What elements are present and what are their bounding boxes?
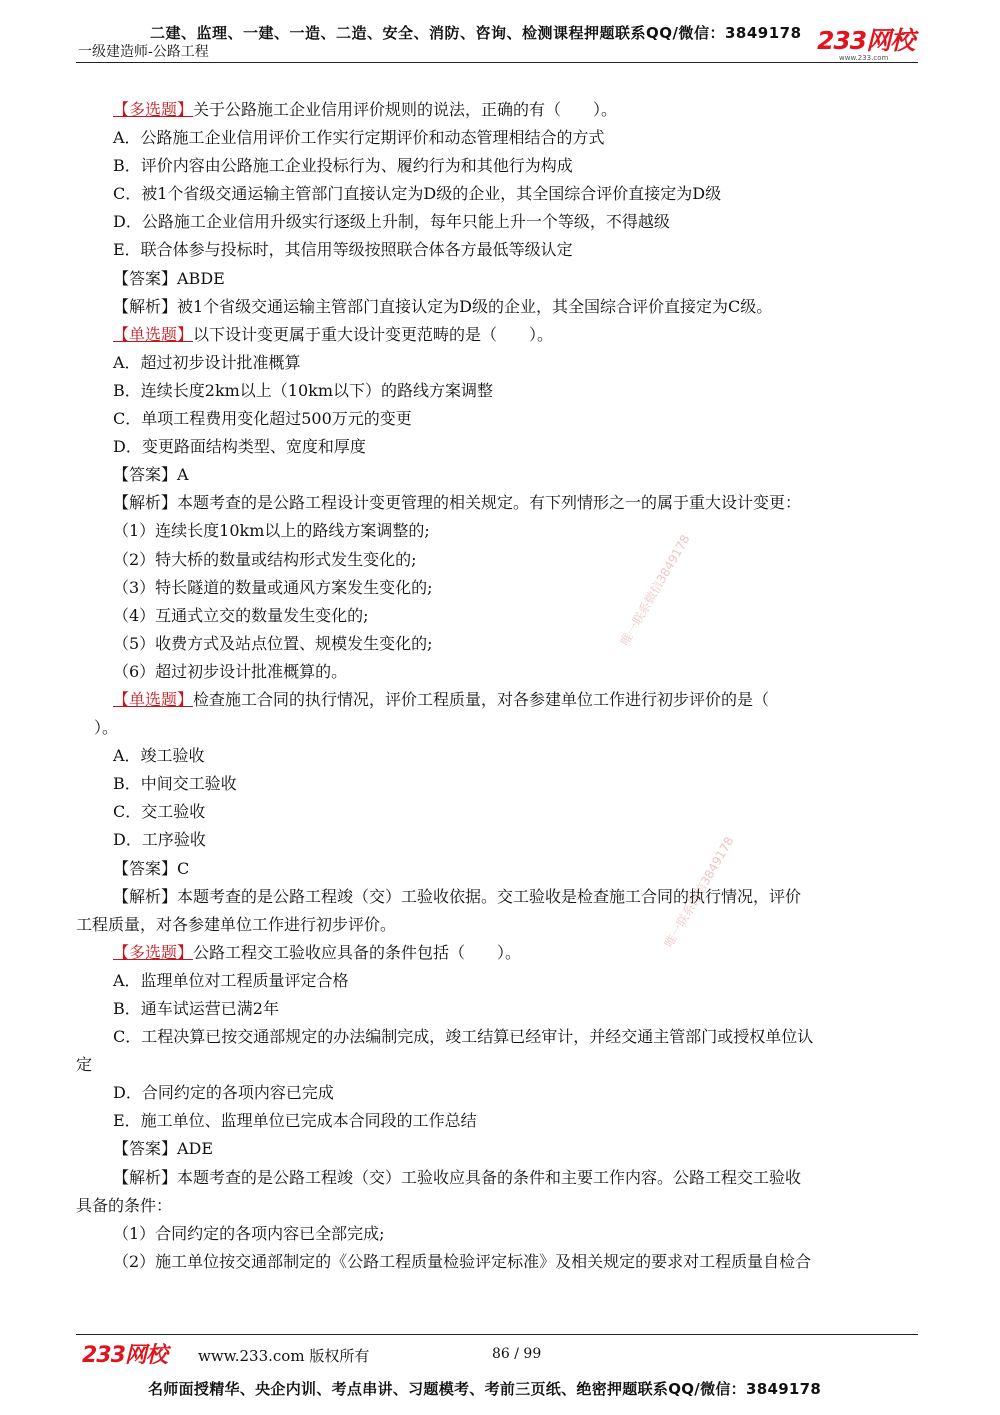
copyright-text: www.233.com 版权所有 [198,1347,370,1365]
logo-url: www.233.com [839,54,889,62]
analysis-continued: 工程质量，对各参建单位工作进行初步评价。 [76,914,397,934]
option: D．变更路面结构类型、宽度和厚度 [113,437,366,457]
analysis-item: （5）收费方式及站点位置、规模发生变化的; [113,633,433,653]
header-divider [76,62,918,63]
option: E．联合体参与投标时，其信用等级按照联合体各方最低等级认定 [113,240,573,260]
footer-logo: 233网校 [82,1343,167,1368]
answer: 【答案】A [113,465,189,485]
question-text-continued: ）。 [94,718,119,738]
question-4-stem [76,939,926,967]
analysis-item: （2）特大桥的数量或结构形式发生变化的; [113,549,417,569]
option: C．单项工程费用变化超过500万元的变更 [113,409,412,429]
answer: 【答案】ADE [113,1139,214,1159]
site-logo [817,28,917,64]
document-subtitle: 一级建造师-公路工程 [78,44,209,60]
analysis: 【解析】本题考查的是公路工程竣（交）工验收应具备的条件和主要工作内容。公路工程交工验收 [113,1167,802,1187]
option: B．中间交工验收 [113,774,237,794]
option: C．被1个省级交通运输主管部门直接认定为D级的企业，其全国综合评价直接定为D级 [113,184,722,204]
option: D．公路施工企业信用升级实行逐级上升制，每年只能上升一个等级，不得越级 [113,212,670,232]
analysis: 【解析】被1个省级交通运输主管部门直接认定为D级的企业，其全国综合评价直接定为C级。 [113,296,773,316]
option: B．通车试运营已满2年 [113,999,279,1018]
option: C．交工验收 [113,802,206,822]
watermark: 唯一联系微信3849178 [617,532,693,648]
option: D．工序验收 [113,830,206,850]
option: D．合同约定的各项内容已完成 [113,1083,334,1103]
option: A．监理单位对工程质量评定合格 [113,970,349,990]
question-type-tag: 【多选题】 [113,942,194,962]
answer: 【答案】ABDE [113,268,225,288]
footer-divider [76,1334,918,1335]
option: C．工程决算已按交通部规定的办法编制完成，竣工结算已经审计，并经交通主管部门或授权单位认 [113,1027,814,1047]
analysis-item: （3）特长隧道的数量或通风方案发生变化的; [113,577,433,597]
option: A．超过初步设计批准概算 [113,352,301,372]
option: B．连续长度2km以上（10km以下）的路线方案调整 [113,380,494,400]
question-2-stem [76,321,926,349]
watermark: 唯一联系微信3849178 [661,834,737,950]
analysis: 【解析】本题考查的是公路工程设计变更管理的相关规定。有下列情形之一的属于重大设计变更： [113,493,802,513]
option-continued: 定 [76,1055,93,1075]
analysis-continued: 具备的条件： [76,1195,173,1215]
question-text: 以下设计变更属于重大设计变更范畴的是（ ）。 [193,324,554,344]
analysis-item: （4）互通式立交的数量发生变化的; [113,605,369,625]
question-text: 检查施工合同的执行情况，评价工程质量，对各参建单位工作进行初步评价的是（ [193,689,770,709]
page-number: 86 / 99 [492,1346,542,1362]
question-1-stem [76,96,926,124]
question-text: 公路工程交工验收应具备的条件包括（ ）。 [193,942,522,962]
option: B．评价内容由公路施工企业投标行为、履约行为和其他行为构成 [113,156,573,176]
analysis: 【解析】本题考查的是公路工程竣（交）工验收依据。交工验收是检查施工合同的执行情况，评价 [113,886,802,906]
option: E．施工单位、监理单位已完成本合同段的工作总结 [113,1111,477,1131]
answer: 【答案】C [113,858,190,878]
analysis-item: （2）施工单位按交通部制定的《公路工程质量检验评定标准》及相关规定的要求对工程质量自检合 [113,1251,812,1271]
question-type-tag: 【单选题】 [113,324,194,344]
analysis-item: （1）合同约定的各项内容已全部完成; [113,1223,385,1243]
question-type-tag: 【多选题】 [113,100,194,119]
question-type-tag: 【单选题】 [113,689,194,709]
header-banner: 二建、监理、一建、一造、二造、安全、消防、咨询、检测课程押题联系QQ/微信：3849178 [150,24,802,42]
question-text: 关于公路施工企业信用评价规则的说法，正确的有（ ）。 [193,100,618,119]
option: A．公路施工企业信用评价工作实行定期评价和动态管理相结合的方式 [113,128,605,148]
footer-banner: 名师面授精华、央企内训、考点串讲、习题模考、考前三页纸、绝密押题联系QQ/微信：3849178 [148,1380,822,1398]
option: A．竣工验收 [113,746,205,766]
question-3-stem [76,686,926,714]
analysis-item: （6）超过初步设计批准概算的。 [113,661,348,681]
analysis-item: （1）连续长度10km以上的路线方案调整的; [113,521,430,541]
logo-text: 233网校 [817,26,915,55]
question-content [76,96,926,1276]
